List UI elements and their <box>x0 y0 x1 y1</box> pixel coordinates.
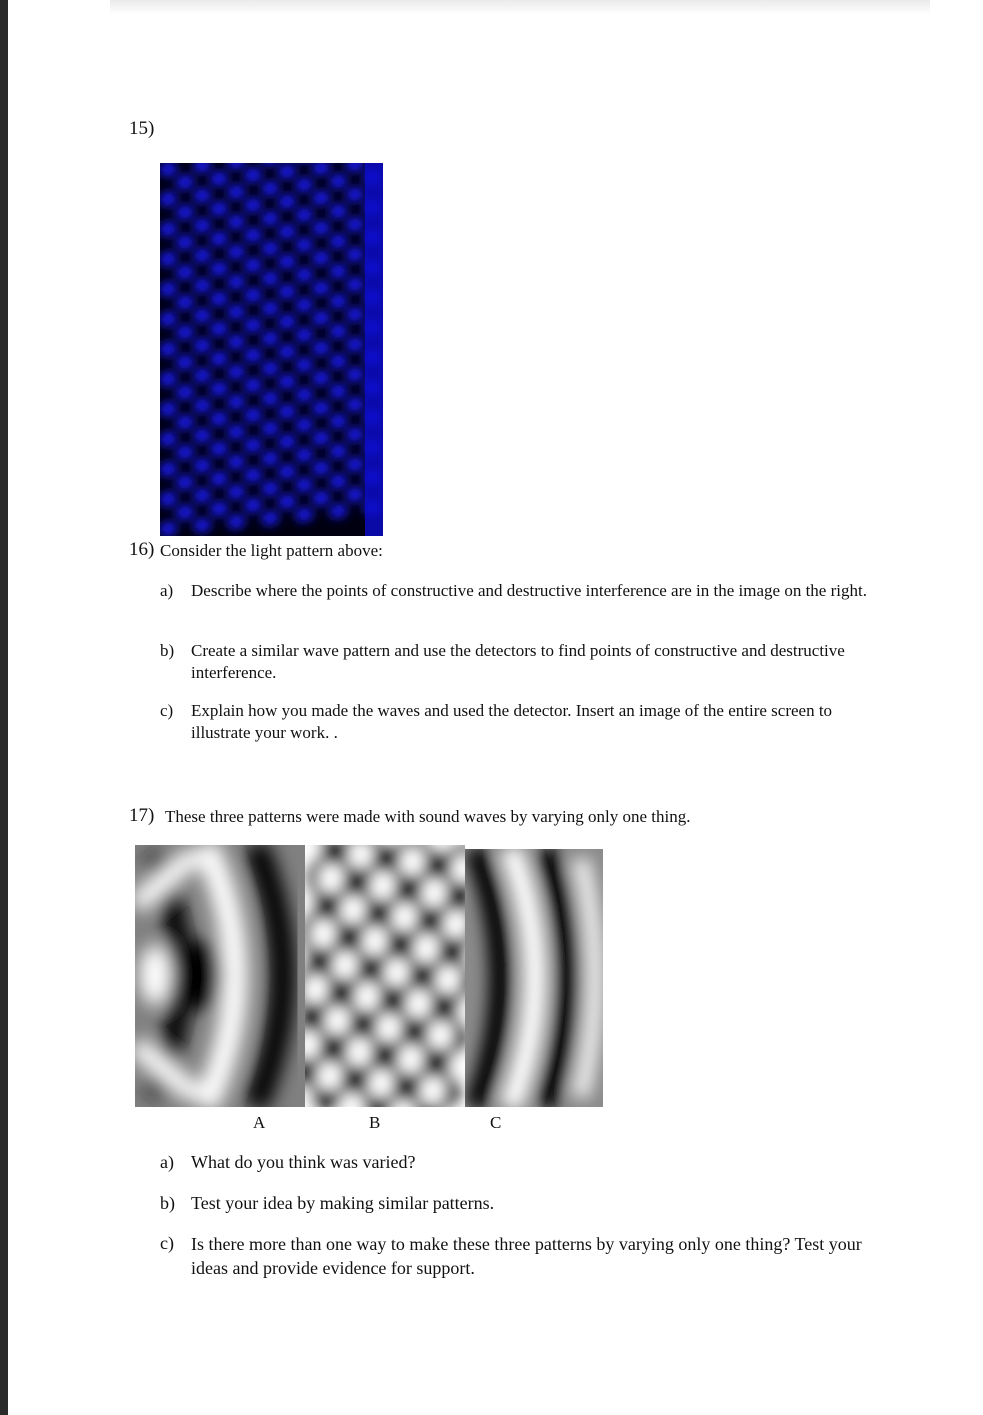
q16-item-a-label: a) <box>160 581 174 600</box>
q16-item-b-text: Create a similar wave pattern and use the detectors to find points of constructive and destructive interference. <box>191 641 845 682</box>
sound-pattern-a-image <box>135 845 305 1107</box>
sound-pattern-b-image <box>305 845 465 1107</box>
question-17-number: 17) <box>129 805 155 826</box>
q16-item-c-text: Explain how you made the waves and used the detector. Insert an image of the entire screen to illustrate your work. . <box>191 701 833 742</box>
question-15-number: 15) <box>129 118 155 139</box>
window-edge <box>0 0 8 1415</box>
q16-item-c-label: c) <box>160 701 174 720</box>
question-17-prompt: These three patterns were made with sound waves by varying only one thing. <box>165 807 691 826</box>
question-16-number: 16) <box>129 539 155 560</box>
q17-item-a-text: What do you think was varied? <box>191 1152 416 1172</box>
q17-item-b-label: b) <box>160 1193 175 1213</box>
sound-pattern-c-image <box>465 849 603 1107</box>
light-pattern-image <box>160 163 383 536</box>
q17-item-c-label: c) <box>160 1233 174 1253</box>
q17-item-c-text: Is there more than one way to make these three patterns by varying only one thing? Test your ideas and provide evidence for support. <box>191 1234 862 1278</box>
figure-label-a: A <box>253 1113 266 1132</box>
q16-item-a-text: Describe where the points of constructive and destructive interference are in the image on the right. <box>191 581 867 600</box>
question-16-prompt: Consider the light pattern above: <box>160 541 383 560</box>
figure-label-c: C <box>490 1113 502 1132</box>
q17-item-b-text: Test your idea by making similar patterns. <box>191 1193 495 1213</box>
q17-item-a-label: a) <box>160 1152 174 1172</box>
page-shadow <box>110 0 930 14</box>
q16-item-b-label: b) <box>160 641 175 660</box>
figure-label-b: B <box>369 1113 381 1132</box>
